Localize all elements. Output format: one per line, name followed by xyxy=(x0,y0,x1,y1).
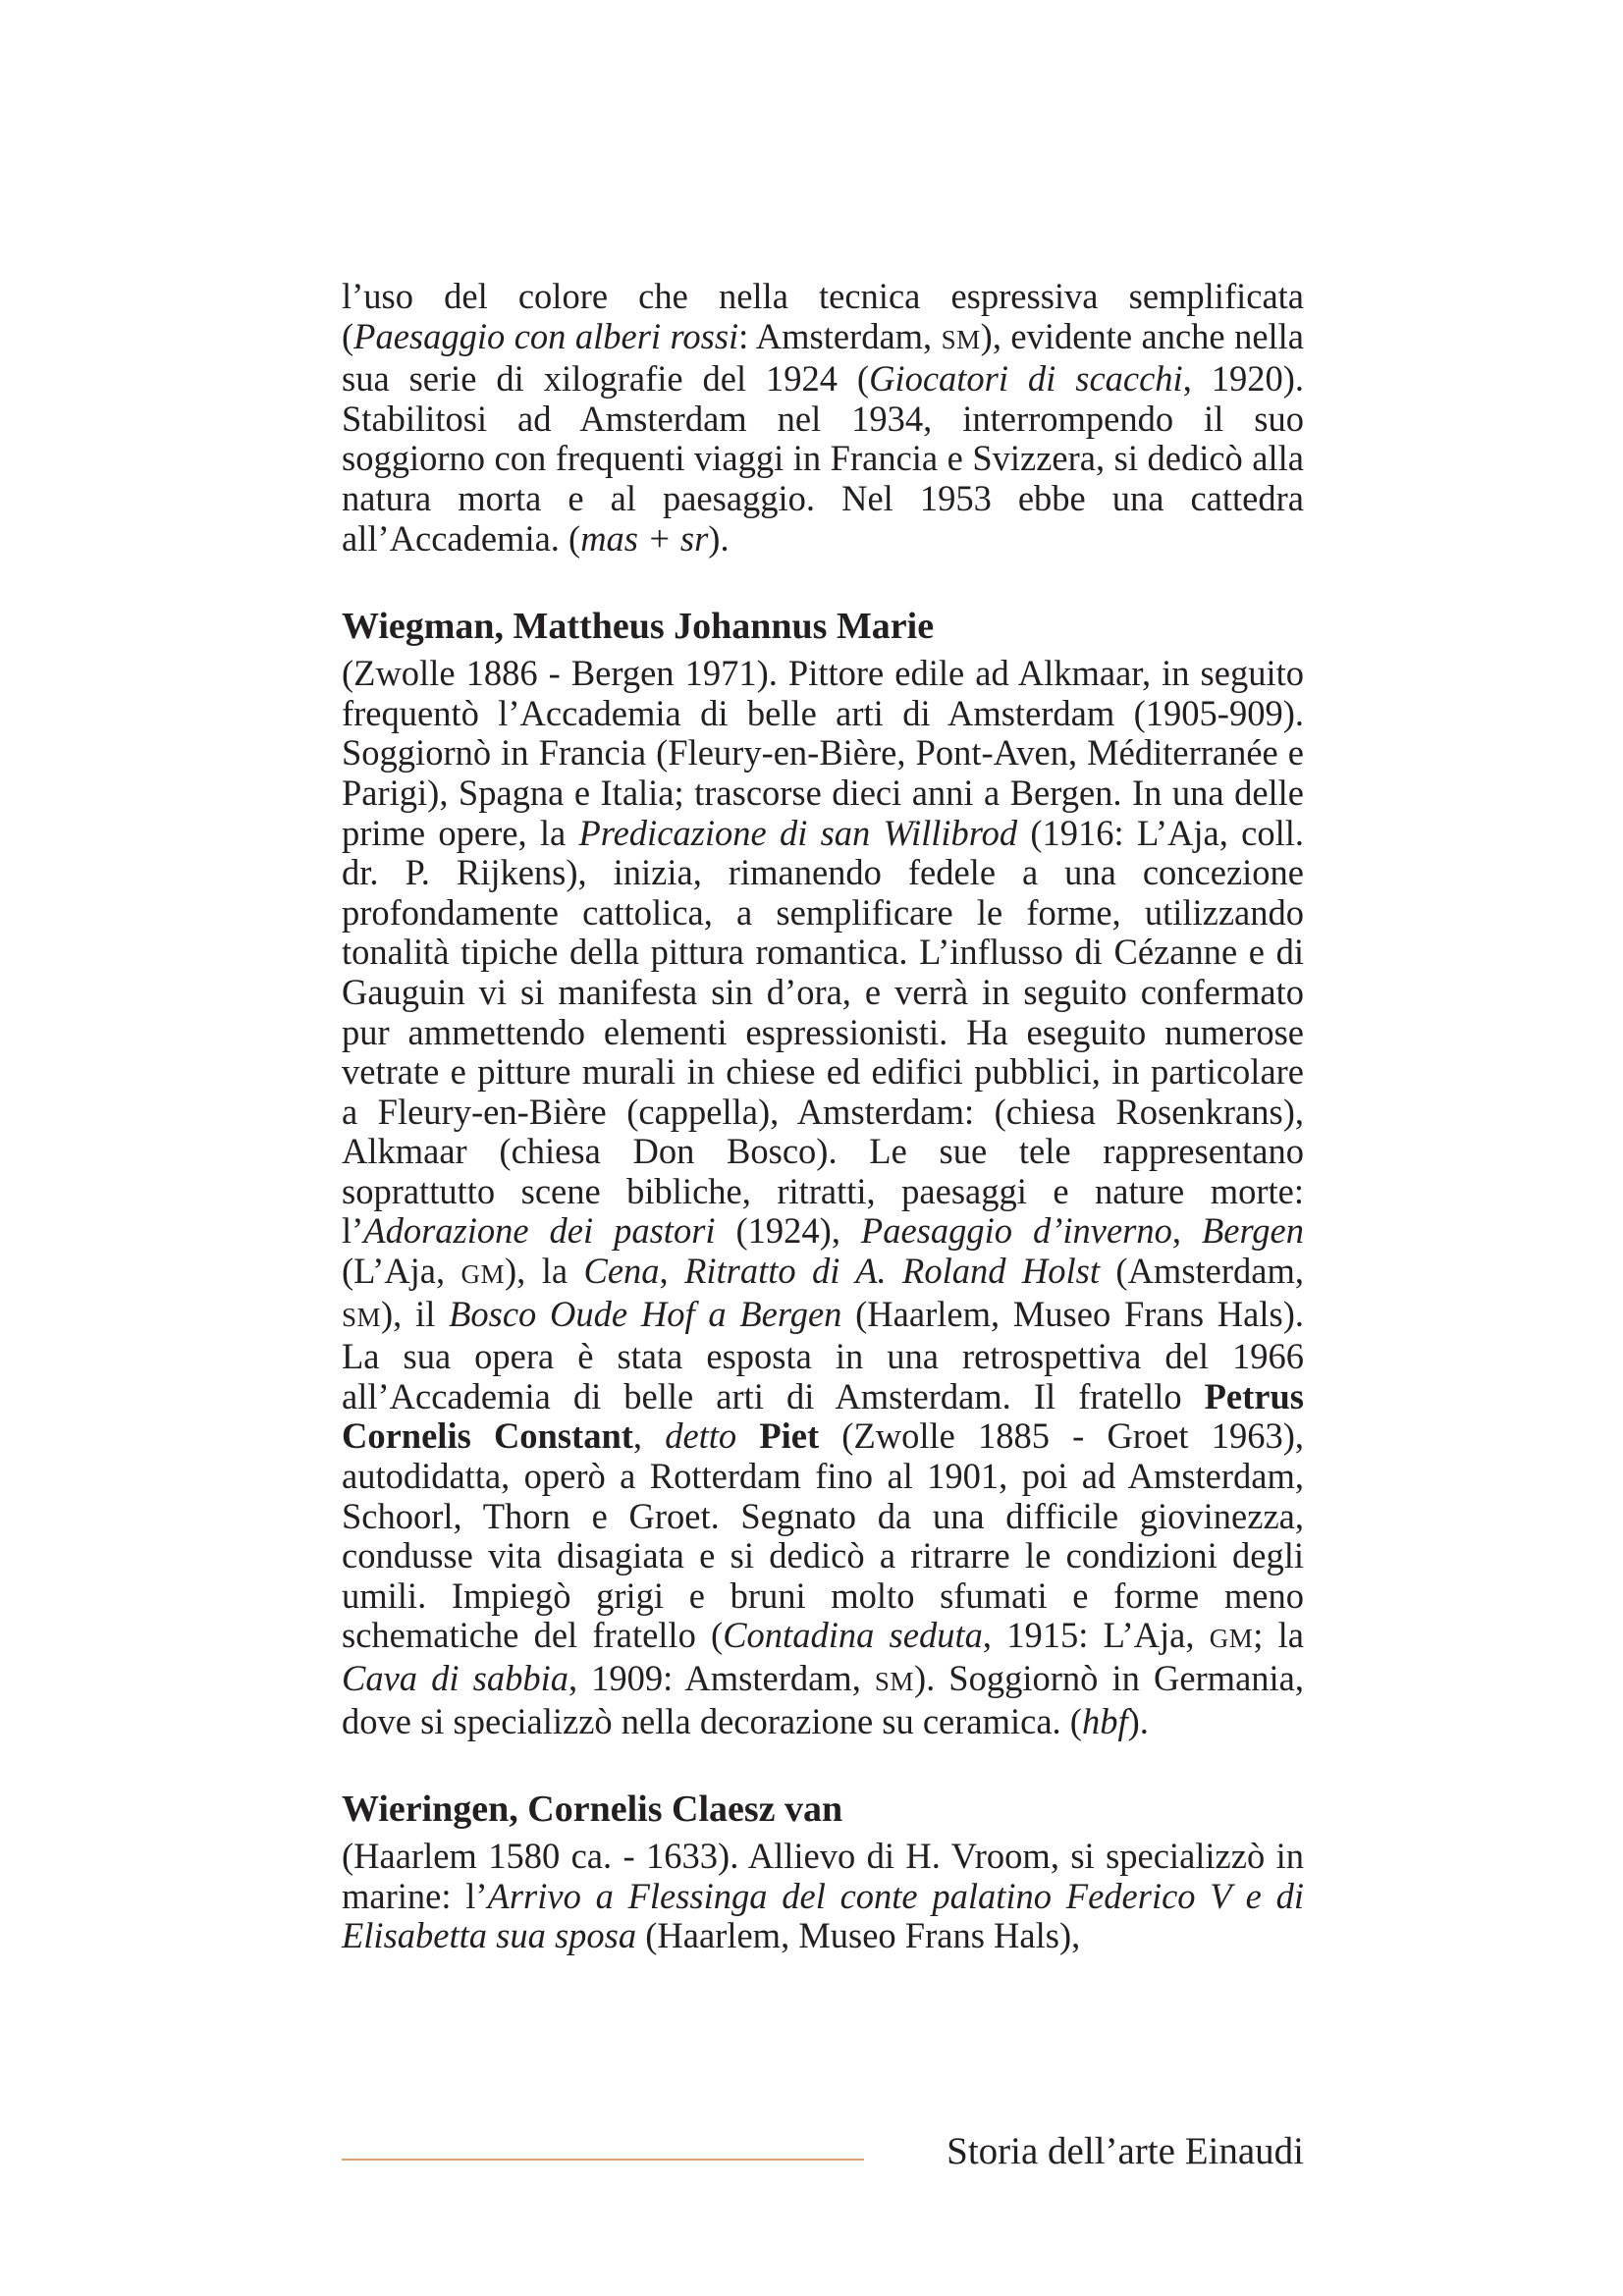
artwork-title: Adorazione dei pastori xyxy=(363,1210,716,1252)
author-initials: mas + sr xyxy=(580,517,709,559)
footer-book-title: Storia dell’arte Einaudi xyxy=(947,2130,1304,2172)
entry-body-wieringen: (Haarlem 1580 ca. - 1633). Allievo di H. Vroom, si specializzò in marine: l’Arrivo a Flessinga del conte palatino Federico V e di Elisabetta sua sposa (Haarlem, Museo Frans Hals), xyxy=(342,1836,1304,1956)
entry-title-wiegman: Wiegman, Mattheus Johannus Marie xyxy=(342,606,935,648)
artwork-title: Ritratto di A. Roland Holst xyxy=(684,1251,1100,1292)
artwork-title: Arrivo a Flessinga del conte palatino Federico V e di Elisabetta sua sposa xyxy=(342,1875,1304,1956)
artwork-title: Contadina seduta xyxy=(723,1615,983,1656)
museum-abbrev: SM xyxy=(342,1302,382,1332)
artwork-title: Cava di sabbia xyxy=(342,1658,568,1698)
footer-rule xyxy=(342,2159,864,2161)
museum-abbrev: GM xyxy=(460,1259,506,1290)
sub-entry-nickname: Piet xyxy=(759,1415,820,1457)
artwork-title: Predicazione di san Willibrod xyxy=(578,812,1018,853)
museum-abbrev: GM xyxy=(1209,1624,1254,1654)
author-initials: hbf xyxy=(1081,1700,1128,1741)
artwork-title: Paesaggio con alberi rossi xyxy=(353,315,739,356)
museum-abbrev: SM xyxy=(874,1667,914,1696)
artwork-title: Bergen xyxy=(1201,1210,1304,1252)
artwork-title: Cena xyxy=(583,1251,660,1292)
page-body xyxy=(342,277,1304,1956)
artwork-title: Paesaggio d’inverno xyxy=(860,1210,1172,1252)
intro-paragraph: l’uso del colore che nella tecnica espressiva semplificata (Paesaggio con alberi rossi: Amsterdam, SM), evidente anche nella sua serie di xilografie del 1924 (Giocatori di scacchi, 1920). Stabilitosi ad Amsterdam nel 1934, interrompendo il suo soggiorno con frequenti viaggi in Francia e Svizzera, si dedicò alla natura morta e al paesaggio. Nel 1953 ebbe una cattedra all’Accademia. (mas + sr). xyxy=(342,276,1305,559)
artwork-title: Bosco Oude Hof a Bergen xyxy=(449,1293,842,1334)
sub-entry-name: Petrus Cornelis Constant xyxy=(342,1375,1304,1457)
nickname-marker: detto xyxy=(665,1415,737,1457)
entry-title-wieringen: Wieringen, Cornelis Claesz van xyxy=(342,1789,843,1831)
artwork-title: Giocatori di scacchi xyxy=(869,358,1183,400)
museum-abbrev: SM xyxy=(941,324,981,354)
entry-body-wiegman: (Zwolle 1886 - Bergen 1971). Pittore edile ad Alkmaar, in seguito frequentò l’Accademia di belle arti di Amsterdam (1905-909). Soggiornò in Francia (Fleury-en-Bière, Pont-Aven, Méditerranée e Parigi), Spagna e Italia; trascorse dieci anni a Bergen. In una delle prime opere, la Predicazione di san Willibrod (1916: L’Aja, coll. dr. P. Rijkens), inizia, rimanendo fedele a una concezione profondamente cattolica, a semplificare le forme, utilizzando tonalità tipiche della pittura romantica. L’influsso di Cézanne e di Gauguin vi si manifesta sin d’ora, e verrà in seguito confermato pur ammettendo elementi espressionisti. Ha eseguito numerose vetrate e pitture murali in chiese ed edifici pubblici, in particolare a Fleury-en-Bière (cappella), Amsterdam: (chiesa Rosenkrans), Alkmaar (chiesa Don Bosco). Le sue tele rappresentano soprattutto scene bibliche, ritratti, paesaggi e nature morte: l’Adorazione dei pastori (1924), Paesaggio d’inverno, Bergen (L’Aja, GM), la Cena, Ritratto di A. Roland Holst (Amsterdam, SM), il Bosco Oude Hof a Bergen (Haarlem, Museo Frans Hals). La sua opera è stata esposta in una retrospettiva del 1966 all’Accademia di belle arti di Amsterdam. Il fratello Petrus Cornelis Constant, detto Piet (Zwolle 1885 - Groet 1963), autodidatta, operò a Rotterdam fino al 1901, poi ad Amsterdam, Schoorl, Thorn e Groet. Segnato da una difficile giovinezza, condusse vita disagiata e si dedicò a ritrarre le condizioni degli umili. Impiegò grigi e bruni molto sfumati e forme meno schematiche del fratello (Contadina seduta, 1915: L’Aja, GM; la Cava di sabbia, 1909: Amsterdam, SM). Soggiornò in Germania, dove si specializzò nella decorazione su ceramica. (hbf). xyxy=(342,653,1304,1741)
